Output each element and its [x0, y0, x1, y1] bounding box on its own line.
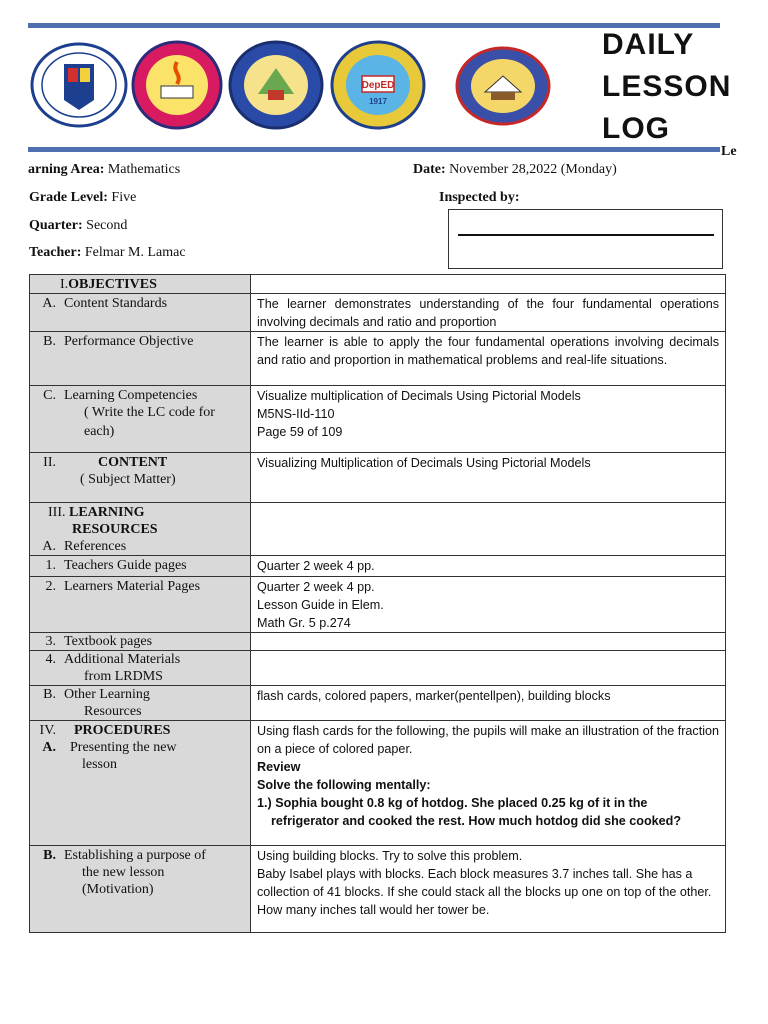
learners-material-num: 2. — [45, 579, 56, 594]
row-learning-resources — [30, 503, 726, 556]
quarter-value: Second — [86, 218, 128, 233]
cell-procedures-label — [30, 721, 251, 846]
cell-performance-objective-label — [30, 332, 251, 386]
purpose-num: B. — [43, 848, 56, 863]
row-content — [30, 453, 726, 503]
learners-material-line-2: Lesson Guide in Elem. — [257, 598, 384, 612]
cell-additional-materials-value — [251, 651, 726, 686]
learning-competency-line-1: Visualize multiplication of Decimals Using Pictorial Models — [257, 389, 581, 403]
district-of-gasan-seal — [330, 40, 426, 130]
learning-competencies-label-3: each) — [84, 424, 115, 439]
content-num: II. — [43, 455, 56, 470]
purpose-label-3: (Motivation) — [82, 882, 154, 897]
lesson-log-table — [29, 274, 726, 933]
teachers-guide-label: Teachers Guide pages — [64, 558, 187, 573]
textbook-label: Textbook pages — [64, 634, 153, 649]
cell-purpose-label — [30, 846, 251, 933]
performance-objective-value: The learner is able to apply the four fundamental operations involving decimals and ratio and proportion in mathematical problems and real-life situations. — [251, 332, 726, 386]
content-label-2: ( Subject Matter) — [80, 472, 176, 487]
row-learning-competencies — [30, 386, 726, 453]
inspected-by — [439, 190, 520, 206]
row-teachers-guide — [30, 556, 726, 577]
learning-competencies-num: C. — [43, 388, 56, 403]
kagawaran-ng-edukasyon-seal — [30, 42, 128, 128]
cell-learning-resources-value — [251, 503, 726, 556]
learning-area-label: arning Area: — [28, 162, 105, 177]
purpose-label-2: the new lesson — [82, 865, 165, 880]
deped-region-seal — [131, 40, 223, 130]
other-resources-value: flash cards, colored papers, marker(pentellpen), building blocks — [251, 686, 726, 721]
learning-competencies-label-2: ( Write the LC code for — [84, 405, 215, 420]
performance-objective-label: Performance Objective — [64, 334, 194, 349]
teacher-value: Felmar M. Lamac — [84, 245, 186, 260]
grade-level-label: Grade Level: — [29, 190, 108, 205]
other-resources-num: B. — [43, 687, 56, 702]
additional-materials-label-2: from LRDMS — [84, 669, 163, 684]
cell-other-resources-label — [30, 686, 251, 721]
content-standards-label: Content Standards — [64, 296, 168, 311]
learning-competency-code: M5NS-IId-110 — [257, 407, 335, 421]
quarter-label: Quarter: — [29, 218, 83, 233]
learners-material-line-3: Math Gr. 5 p.274 — [257, 616, 351, 630]
procedures-num: IV. — [39, 723, 56, 738]
presenting-lesson-label: Presenting the new — [70, 740, 177, 755]
purpose-line-2: Baby Isabel plays with blocks. Each block measures 3.7 inches tall. She has a collection of 41 blocks. If she could stack all the blocks up one on top of the other. How many inches tall would her tower be. — [257, 867, 712, 917]
title-line-daily: DAILY — [602, 28, 695, 61]
page-title — [602, 24, 731, 150]
learning-competency-page: Page 59 of 109 — [257, 425, 343, 439]
bangbang-elementary-school-seal — [455, 46, 551, 126]
cell-content-label — [30, 453, 251, 503]
content-standards-value: The learner demonstrates understanding of the four fundamental operations involving decimals and ratio and proportion — [251, 294, 726, 332]
other-resources-label: Other Learning — [64, 687, 150, 702]
presenting-lesson-label-2: lesson — [82, 757, 117, 772]
row-objectives — [30, 275, 726, 294]
content-label: CONTENT — [98, 455, 168, 470]
signature-line — [458, 234, 714, 236]
learners-material-label: Learners Material Pages — [64, 579, 201, 594]
performance-objective-num: B. — [43, 334, 56, 349]
learning-resources-label-2: RESOURCES — [72, 522, 158, 537]
date-value: November 28,2022 (Monday) — [449, 162, 617, 177]
content-value: Visualizing Multiplication of Decimals Using Pictorial Models — [251, 453, 726, 503]
corner-text: Le — [721, 144, 737, 159]
teachers-guide-num: 1. — [45, 558, 56, 573]
review-problem-line-2: refrigerator and cooked the rest. How much hotdog did she cooked? — [271, 814, 682, 828]
inspected-by-label: Inspected by: — [439, 190, 520, 205]
row-purpose — [30, 846, 726, 933]
row-additional-materials — [30, 651, 726, 686]
teacher — [29, 245, 186, 261]
teachers-guide-value: Quarter 2 week 4 pp. — [251, 556, 726, 577]
cell-learners-material-label — [30, 577, 251, 633]
content-standards-num: A. — [42, 296, 56, 311]
grade-level — [29, 190, 136, 206]
procedures-label: PROCEDURES — [74, 723, 171, 738]
title-line-log: LOG — [602, 112, 670, 145]
grade-level-value: Five — [111, 190, 137, 205]
row-learners-material — [30, 577, 726, 633]
inspector-signature-box — [448, 209, 723, 269]
cell-additional-materials-label — [30, 651, 251, 686]
additional-materials-num: 4. — [45, 652, 56, 667]
additional-materials-label: Additional Materials — [64, 652, 181, 667]
cell-content-standards-label — [30, 294, 251, 332]
svg-text:DepED: DepED — [361, 80, 395, 91]
learning-area-value: Mathematics — [107, 162, 181, 177]
cell-learning-competencies-value — [251, 386, 726, 453]
row-content-standards — [30, 294, 726, 332]
procedures-intro: Using flash cards for the following, the pupils will make an illustration of the fraction on a piece of colored paper. — [257, 724, 719, 756]
date — [413, 162, 617, 178]
review-problem-line-1: 1.) Sophia bought 0.8 kg of hotdog. She placed 0.25 kg of it in the — [257, 796, 648, 810]
review-instruction: Solve the following mentally: — [257, 778, 431, 792]
cell-purpose-value — [251, 846, 726, 933]
cell-textbook-value — [251, 633, 726, 651]
cell-teachers-guide-label — [30, 556, 251, 577]
cell-objectives-label — [30, 275, 251, 294]
cell-procedures-value — [251, 721, 726, 846]
learning-competencies-label: Learning Competencies — [64, 388, 198, 403]
cell-learning-resources-label — [30, 503, 251, 556]
quarter — [29, 218, 127, 234]
presenting-lesson-num: A. — [42, 740, 56, 755]
division-of-marinduque-seal — [228, 40, 324, 130]
cell-learning-competencies-label — [30, 386, 251, 453]
cell-objectives-value — [251, 275, 726, 294]
learning-resources-num: III. — [48, 505, 66, 520]
other-resources-label-2: Resources — [84, 704, 142, 719]
review-heading: Review — [257, 760, 301, 774]
purpose-line-1: Using building blocks. Try to solve this problem. — [257, 849, 523, 863]
title-line-lesson: LESSON — [602, 70, 732, 103]
references-label: References — [64, 539, 127, 554]
cell-learners-material-value — [251, 577, 726, 633]
row-other-resources — [30, 686, 726, 721]
row-procedures — [30, 721, 726, 846]
row-textbook — [30, 633, 726, 651]
row-performance-objective — [30, 332, 726, 386]
references-num: A. — [42, 539, 56, 554]
cell-textbook-label — [30, 633, 251, 651]
objectives-label: OBJECTIVES — [68, 277, 157, 292]
svg-text:1917: 1917 — [369, 97, 387, 106]
teacher-label: Teacher: — [29, 245, 82, 260]
learners-material-line-1: Quarter 2 week 4 pp. — [257, 580, 375, 594]
textbook-num: 3. — [45, 634, 56, 649]
learning-area — [28, 162, 180, 178]
date-label: Date: — [413, 162, 446, 177]
objectives-num: I. — [60, 277, 69, 292]
purpose-label: Establishing a purpose of — [64, 848, 206, 863]
learning-resources-label: LEARNING — [69, 505, 145, 520]
